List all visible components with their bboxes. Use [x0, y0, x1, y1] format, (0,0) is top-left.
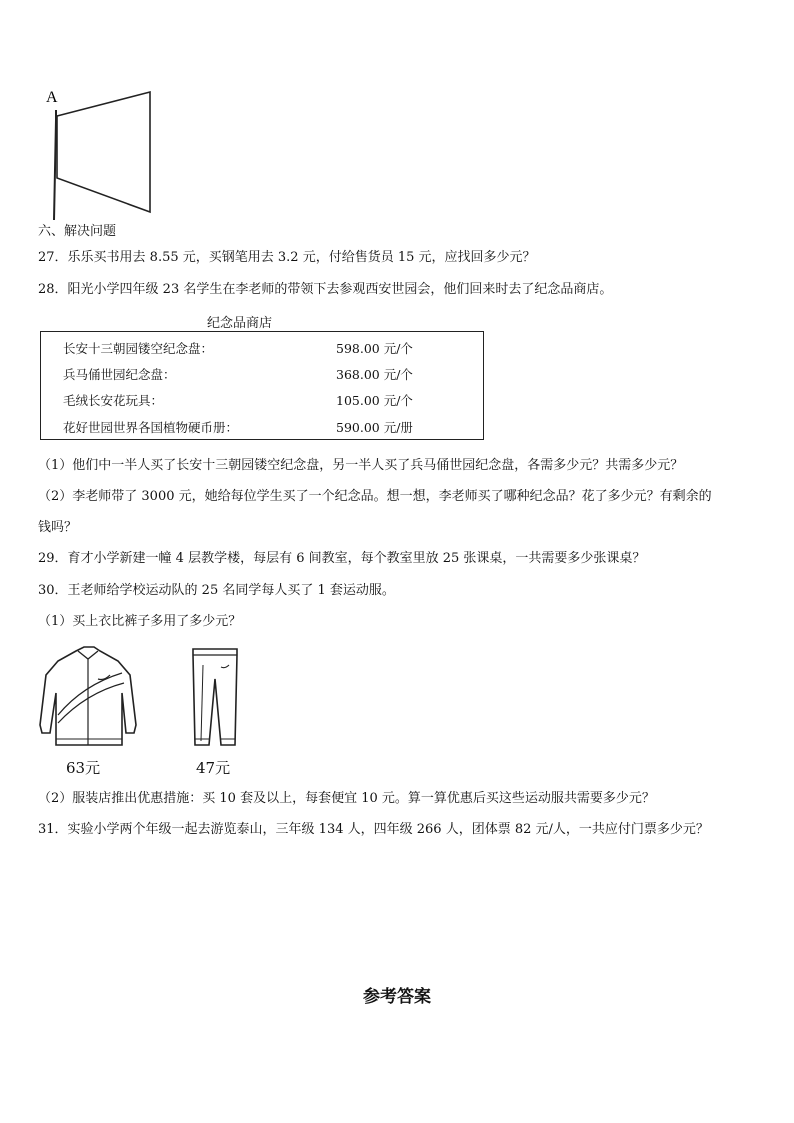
- pants-icon: [185, 645, 245, 755]
- question-28: 28．阳光小学四年级 23 名学生在李老师的带领下去参观西安世园会，他们回来时去了纪念品商店。: [38, 282, 613, 297]
- shop-item-name: 毛绒长安花玩具：: [63, 393, 164, 408]
- shop-item-price: 368.00 元/个: [336, 367, 413, 382]
- trapezoid-drawing: [40, 80, 160, 220]
- jacket-price: 63元: [66, 759, 101, 777]
- shop-item-name: 兵马俑世园纪念盘：: [63, 367, 176, 382]
- question-28-part-1: （1）他们中一半人买了长安十三朝园镂空纪念盘，另一半人买了兵马俑世园纪念盘，各需多少元？共需多少元？: [38, 458, 684, 473]
- jacket-icon: [38, 645, 138, 755]
- geometry-figure: [40, 80, 160, 220]
- question-29: 29．育才小学新建一幢 4 层教学楼，每层有 6 间教室，每个教室里放 25 张课桌，一共需要多少张课桌？: [38, 551, 646, 566]
- question-31: 31．实验小学两个年级一起去游览泰山，三年级 134 人，四年级 266 人，团体票 82 元/人，一共应付门票多少元？: [38, 822, 709, 837]
- section-title: 六、解决问题: [38, 224, 117, 239]
- question-30-part-2: （2）服装店推出优惠措施：买 10 套及以上，每套便宜 10 元。算一算优惠后买这些运动服共需要多少元？: [38, 791, 655, 806]
- answers-title: 参考答案: [363, 987, 431, 1007]
- shop-item-price: 598.00 元/个: [336, 341, 413, 356]
- shop-item-name: 花好世园世界各国植物硬币册：: [63, 420, 239, 435]
- question-28-part-2-cont: 钱吗？: [38, 520, 78, 535]
- question-27: 27．乐乐买书用去 8.55 元，买钢笔用去 3.2 元，付给售货员 15 元，应找回多少元？: [38, 250, 536, 265]
- shop-item-name: 长安十三朝园镂空纪念盘：: [63, 341, 214, 356]
- shop-price-list: [40, 331, 484, 440]
- shop-item-price: 590.00 元/册: [336, 420, 413, 435]
- question-30: 30．王老师给学校运动队的 25 名同学每人买了 1 套运动服。: [38, 583, 395, 598]
- shop-item-price: 105.00 元/个: [336, 393, 413, 408]
- shop-title: 纪念品商店: [207, 316, 273, 331]
- question-30-part-1: （1）买上衣比裤子多用了多少元？: [38, 614, 242, 629]
- vertex-label-a: A: [46, 89, 58, 106]
- pants-price: 47元: [196, 759, 231, 777]
- question-28-part-2: （2）李老师带了 3000 元，她给每位学生买了一个纪念品。想一想，李老师买了哪种纪念品？花了多少元？有剩余的: [38, 489, 712, 504]
